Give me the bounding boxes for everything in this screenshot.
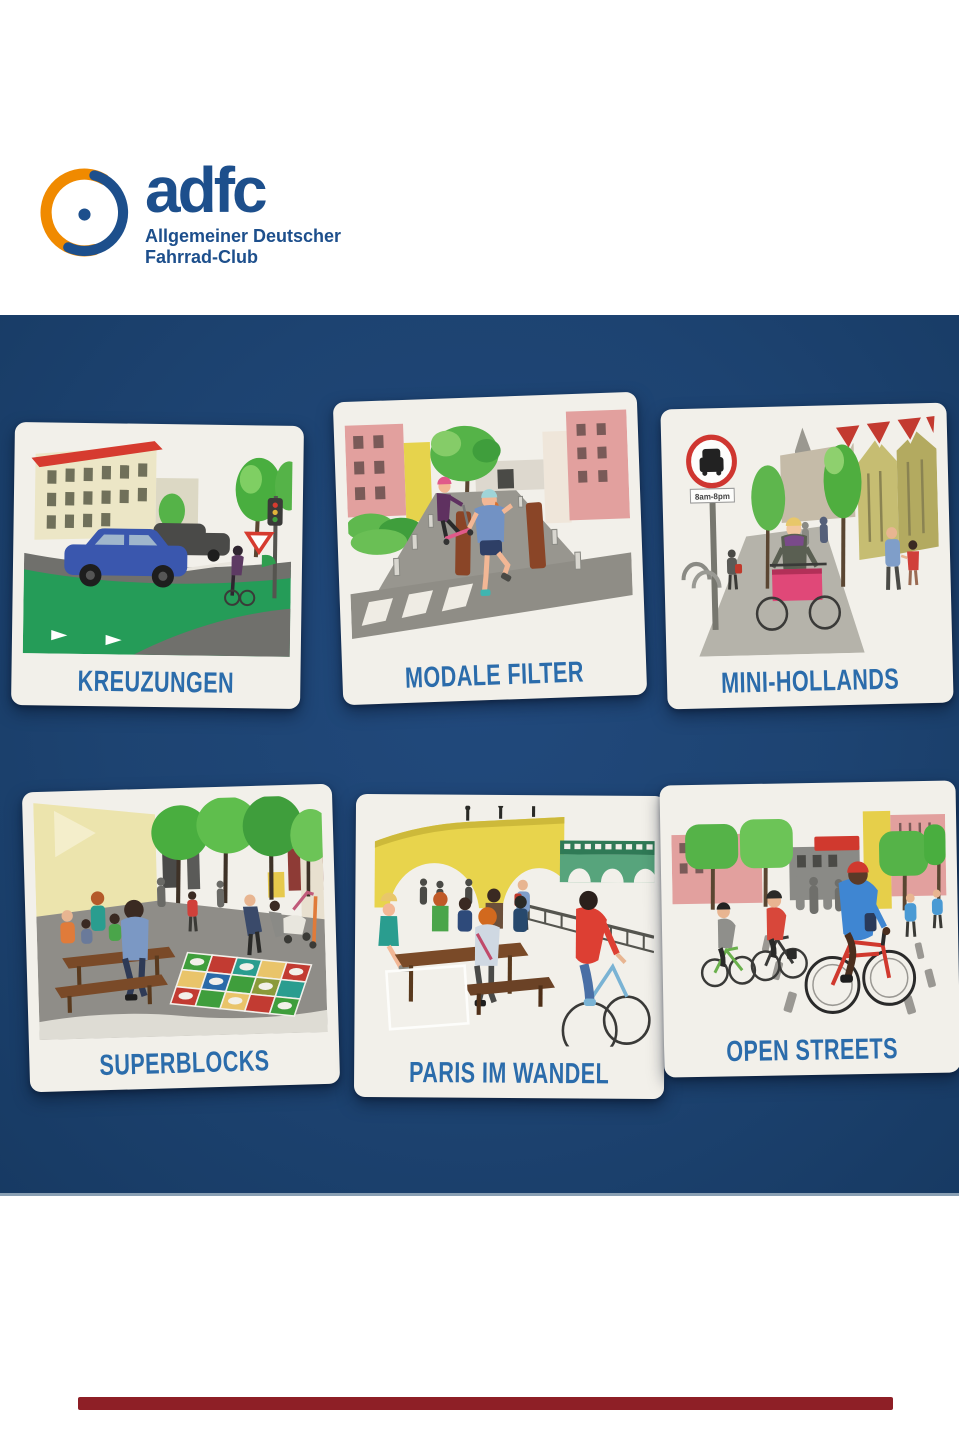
- card-superblocks[interactable]: [22, 784, 340, 1093]
- card-kreuzungen[interactable]: [11, 422, 304, 709]
- card-mini-hollands[interactable]: [660, 403, 953, 710]
- cyclist-green-bike: [701, 902, 755, 986]
- card-paris-im-wandel[interactable]: [354, 794, 666, 1099]
- card-caption: SUPERBLOCKS: [99, 1044, 270, 1082]
- open-streets-illustration: [671, 792, 949, 1026]
- paris-im-wandel-illustration: [365, 805, 655, 1047]
- adfc-logo: [37, 154, 342, 269]
- card-caption: PARIS IM WANDEL: [409, 1056, 610, 1090]
- brand-name: adfc: [145, 154, 265, 226]
- girder-bridge: [560, 840, 655, 882]
- sign-text: 8am-8pm: [694, 491, 730, 502]
- adfc-wheel-icon: [37, 165, 133, 261]
- logo-tagline: [145, 226, 341, 269]
- superblocks-illustration: [33, 795, 328, 1040]
- pedestrians-right: [904, 889, 943, 936]
- card-caption: OPEN STREETS: [726, 1032, 899, 1068]
- mini-hollands-illustration: [672, 414, 942, 657]
- card-caption: KREUZUNGEN: [77, 664, 235, 700]
- modale-filter-illustration: [344, 403, 634, 653]
- card-board: [0, 315, 959, 1196]
- card-modale-filter[interactable]: [333, 392, 647, 705]
- card-caption: MODALE FILTER: [404, 655, 585, 695]
- bottom-red-bar: [78, 1397, 893, 1410]
- tagline-line1: Allgemeiner Deutscher: [145, 225, 342, 246]
- card-open-streets[interactable]: [659, 780, 959, 1077]
- kreuzungen-illustration: [23, 433, 293, 657]
- card-caption: MINI-HOLLANDS: [720, 662, 900, 700]
- tagline-line2: Fahrrad-Club: [145, 247, 259, 268]
- header: [0, 0, 959, 315]
- logo-text: [145, 154, 342, 269]
- yield-sign-icon: [247, 533, 271, 552]
